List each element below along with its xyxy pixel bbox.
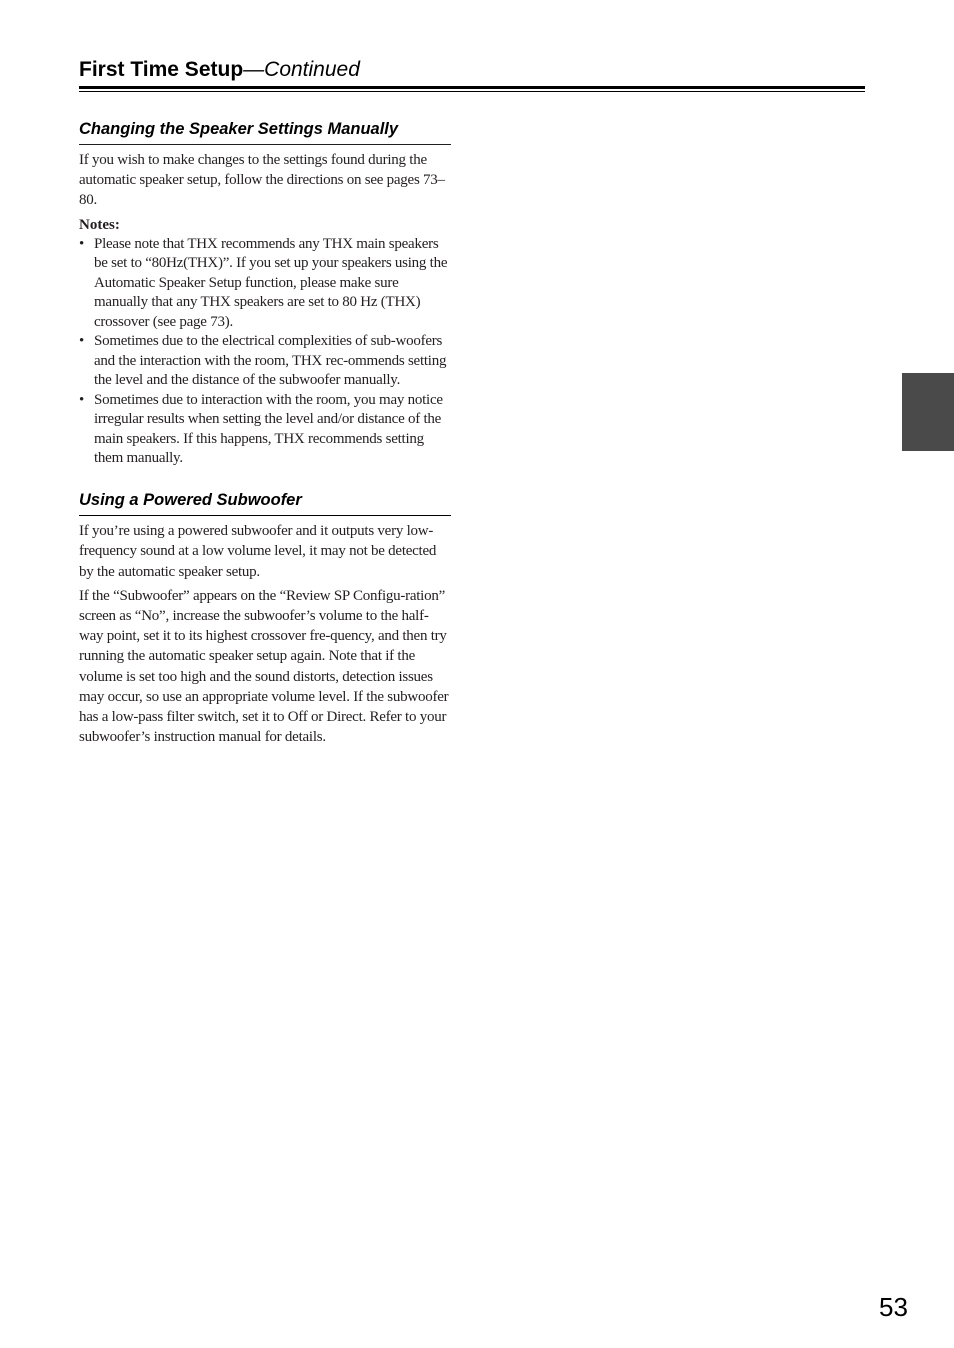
note-text: Sometimes due to interaction with the room, you may notice irregular results when setting the level and/or distance of the main speakers. If this happens, THX recommends setting them manually. (94, 391, 443, 467)
note-text: Sometimes due to the electrical complexities of sub-woofers and the interaction with the room, THX rec-ommends setting the level and the distance of the subwoofer manually. (94, 333, 447, 389)
section-intro-paragraph: If you wish to make changes to the settings found during the automatic speaker setup, follow the directions on see pages 73–80. (79, 152, 445, 209)
header-rule-thin (79, 91, 865, 92)
page-number: 53 (879, 1292, 908, 1322)
header-rule-thick (79, 86, 865, 89)
notes-label: Notes: (79, 216, 120, 233)
section-rule (79, 144, 451, 145)
note-item (79, 391, 451, 469)
page-header-title (79, 56, 360, 84)
bullet-icon: • (79, 391, 85, 408)
note-item (79, 235, 451, 333)
header-continued-text: —Continued (243, 58, 360, 81)
section-spacer (79, 469, 451, 487)
bullet-icon: • (79, 333, 85, 350)
note-text: Please note that THX recommends any THX main speakers be set to “80Hz(THX)”. If you set up your speakers using the Automatic Speaker Setup function, please make sure manually that any THX speakers are set to 80 Hz (THX) crossover (see page 73). (94, 235, 448, 330)
section-heading-powered-subwoofer: Using a Powered Subwoofer (79, 490, 302, 509)
header-title-text: First Time Setup (79, 58, 244, 81)
section-heading-speaker-settings: Changing the Speaker Settings Manually (79, 120, 399, 138)
subwoofer-paragraph-2: If the “Subwoofer” appears on the “Review SP Configu-ration” screen as “No”, increase the subwoofer’s volume to the half-way point, set it to its highest crossover fre-quency, and then try running the automatic speaker setup again. Note that if the volume is set too high and the sound distorts, detection issues may occur, so use an appropriate volume level. If the subwoofer has a low-pass filter switch, set it to Off or Direct. Refer to your subwoofer’s instruction manual for details. (79, 587, 449, 746)
bullet-icon: • (79, 235, 85, 252)
note-item (79, 332, 451, 391)
subwoofer-paragraph-1: If you’re using a powered subwoofer and it outputs very low-frequency sound at a low volume level, it may not be detected by the automatic speaker setup. (79, 523, 437, 580)
left-column (79, 116, 451, 751)
chapter-side-tab (902, 373, 954, 451)
notes-list (79, 235, 451, 469)
section-rule (79, 515, 451, 517)
